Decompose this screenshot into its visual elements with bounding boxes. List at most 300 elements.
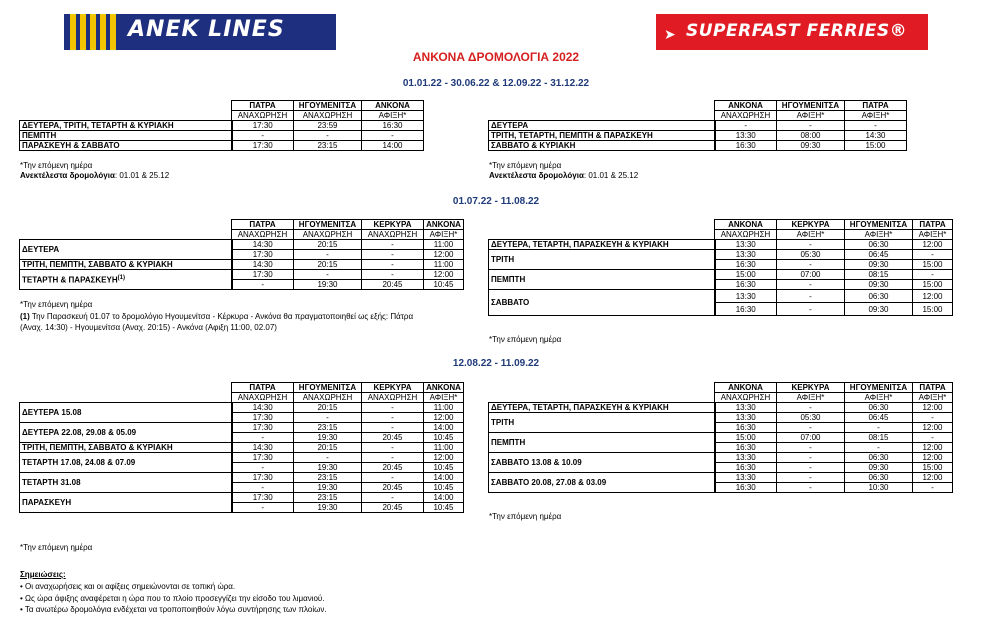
timetable-ancona-patra-period1 [488, 100, 907, 151]
time-cell: - [362, 240, 424, 250]
time-cell: 23:15 [294, 141, 362, 151]
table-row [20, 473, 464, 483]
time-cell: - [777, 121, 845, 131]
time-cell: 16:30 [715, 423, 777, 433]
time-cell: 17:30 [232, 413, 294, 423]
direction-header: ΑΝΑΧΩΡΗΣΗ [232, 230, 294, 240]
subheader-row [489, 111, 907, 121]
table-row [489, 413, 953, 423]
time-cell: 12:00 [913, 290, 953, 303]
port-header: ΑΝΚΟΝΑ [362, 101, 424, 111]
time-cell: - [777, 240, 845, 250]
empty-header-cell [489, 230, 715, 240]
port-header: ΑΝΚΟΝΑ [715, 383, 777, 393]
time-cell: 15:00 [913, 463, 953, 473]
time-cell: 12:00 [913, 423, 953, 433]
time-cell: 23:15 [294, 423, 362, 433]
table-row [489, 121, 907, 131]
period-3-heading: 12.08.22 - 11.09.22 [452, 358, 540, 369]
time-cell: 14:00 [424, 493, 464, 503]
timetable-ancona-patra-period2 [488, 219, 953, 316]
header-row [489, 101, 907, 111]
time-cell: 14:30 [232, 443, 294, 453]
direction-header: ΑΦΙΞΗ* [777, 393, 845, 403]
empty-header-cell [489, 101, 715, 111]
time-cell: 11:00 [424, 240, 464, 250]
table-row [20, 260, 464, 270]
time-cell: - [845, 121, 907, 131]
day-cell [20, 121, 232, 131]
empty-header-cell [20, 111, 232, 121]
empty-header-cell [489, 111, 715, 121]
direction-header: ΑΝΑΧΩΡΗΣΗ [294, 230, 362, 240]
time-cell: 15:00 [913, 303, 953, 316]
time-cell: 10:45 [424, 483, 464, 493]
time-cell: 13:30 [715, 131, 777, 141]
time-cell: 14:00 [362, 141, 424, 151]
time-cell: 23:15 [294, 473, 362, 483]
day-cell [489, 121, 715, 131]
time-cell: - [362, 453, 424, 463]
day-label: ΤΡΙΤΗ, ΤΕΤΑΡΤΗ, ΠΕΜΠΤΗ & ΠΑΡΑΣΚΕΥΗ [491, 131, 653, 140]
footnote-line-1 [20, 312, 413, 322]
table-row [20, 453, 464, 463]
unexecuted-value: : 01.01 & 25.12 [583, 171, 639, 180]
time-cell: 16:30 [715, 463, 777, 473]
anek-logo-text: ANEK LINES [128, 17, 285, 42]
time-cell: 14:30 [232, 260, 294, 270]
time-cell: 12:00 [913, 453, 953, 463]
time-cell: 14:30 [232, 240, 294, 250]
day-cell [20, 403, 232, 423]
port-header: ΚΕΡΚΥΡΑ [777, 220, 845, 230]
day-cell [20, 473, 232, 493]
day-label: ΠΕΜΠΤΗ [22, 131, 57, 140]
port-header: ΑΝΚΟΝΑ [424, 220, 464, 230]
direction-header: ΑΦΙΞΗ* [424, 393, 464, 403]
time-cell: 15:00 [913, 280, 953, 290]
direction-header: ΑΝΑΧΩΡΗΣΗ [715, 230, 777, 240]
direction-header: ΑΦΙΞΗ* [777, 111, 845, 121]
time-cell: 06:30 [845, 290, 913, 303]
time-cell: 10:45 [424, 503, 464, 513]
time-cell: 15:00 [715, 270, 777, 280]
time-cell: 20:45 [362, 503, 424, 513]
time-cell: - [362, 473, 424, 483]
time-cell: 19:30 [294, 503, 362, 513]
time-cell: 10:45 [424, 433, 464, 443]
time-cell: - [294, 250, 362, 260]
time-cell: 12:00 [424, 413, 464, 423]
port-header: ΗΓΟΥΜΕΝΙΤΣΑ [294, 220, 362, 230]
time-cell: 08:15 [845, 433, 913, 443]
day-cell [20, 493, 232, 513]
time-cell: 19:30 [294, 433, 362, 443]
port-header: ΗΓΟΥΜΕΝΙΤΣΑ [845, 383, 913, 393]
time-cell: - [362, 443, 424, 453]
port-header: ΗΓΟΥΜΕΝΙΤΣΑ [777, 101, 845, 111]
direction-header: ΑΦΙΞΗ* [777, 230, 845, 240]
time-cell: 15:00 [913, 260, 953, 270]
table-row [489, 473, 953, 483]
table-row [489, 290, 953, 303]
empty-header-cell [489, 393, 715, 403]
time-cell: 17:30 [232, 423, 294, 433]
time-cell: - [913, 413, 953, 423]
time-cell: - [232, 433, 294, 443]
table-row [489, 403, 953, 413]
time-cell: 06:30 [845, 453, 913, 463]
time-cell: 06:30 [845, 240, 913, 250]
time-cell: 13:30 [715, 413, 777, 423]
time-cell: 20:45 [362, 463, 424, 473]
time-cell: - [362, 250, 424, 260]
time-cell: - [362, 131, 424, 141]
day-cell [20, 240, 232, 260]
next-day-note: *Την επόμενη ημέρα [489, 512, 562, 521]
direction-header: ΑΦΙΞΗ* [913, 393, 953, 403]
day-label: ΔΕΥΤΕΡΑ [22, 245, 60, 254]
period-1-heading: 01.01.22 - 30.06.22 & 12.09.22 - 31.12.22 [402, 78, 590, 89]
table-row [489, 433, 953, 443]
time-cell: 17:30 [232, 270, 294, 280]
day-label: ΤΕΤΑΡΤΗ 17.08, 24.08 & 07.09 [22, 458, 136, 467]
direction-header: ΑΝΑΧΩΡΗΣΗ [232, 393, 294, 403]
time-cell: 19:30 [294, 483, 362, 493]
direction-header: ΑΦΙΞΗ* [845, 111, 907, 121]
time-cell: 14:00 [424, 423, 464, 433]
port-header: ΚΕΡΚΥΡΑ [362, 383, 424, 393]
subheader-row [20, 230, 464, 240]
day-cell [20, 260, 232, 270]
subheader-row [20, 393, 464, 403]
time-cell: - [845, 423, 913, 433]
time-cell: 17:30 [232, 121, 294, 131]
time-cell: - [232, 131, 294, 141]
time-cell: 12:00 [424, 250, 464, 260]
header-row [20, 220, 464, 230]
time-cell: 07:00 [777, 270, 845, 280]
time-cell: - [913, 483, 953, 493]
time-cell: - [777, 453, 845, 463]
time-cell: 12:00 [913, 443, 953, 453]
time-cell: 06:30 [845, 473, 913, 483]
time-cell: 06:45 [845, 413, 913, 423]
day-label: ΔΕΥΤΕΡΑ [491, 121, 529, 130]
anek-lines-logo [64, 14, 336, 50]
next-day-note: *Την επόμενη ημέρα [20, 543, 93, 552]
port-header: ΑΝΚΟΝΑ [715, 220, 777, 230]
time-cell: 17:30 [232, 473, 294, 483]
table-row [489, 250, 953, 260]
time-cell: 20:15 [294, 403, 362, 413]
table-row [489, 453, 953, 463]
time-cell: 12:00 [424, 270, 464, 280]
time-cell: 09:30 [845, 280, 913, 290]
unexecuted-note [489, 171, 638, 181]
time-cell: 10:45 [424, 280, 464, 290]
time-cell: 20:15 [294, 240, 362, 250]
time-cell: - [362, 260, 424, 270]
subheader-row [20, 111, 424, 121]
time-cell: - [232, 463, 294, 473]
table-row [20, 240, 464, 250]
table-row [20, 493, 464, 503]
time-cell: 09:30 [845, 303, 913, 316]
direction-header: ΑΝΑΧΩΡΗΣΗ [715, 111, 777, 121]
table-row [20, 141, 424, 151]
time-cell: 16:30 [715, 260, 777, 270]
time-cell: 20:45 [362, 483, 424, 493]
period-2-heading: 01.07.22 - 11.08.22 [452, 196, 540, 207]
time-cell: 12:00 [913, 240, 953, 250]
port-header: ΚΕΡΚΥΡΑ [777, 383, 845, 393]
next-day-note: *Την επόμενη ημέρα [489, 161, 562, 170]
port-header: ΑΝΚΟΝΑ [424, 383, 464, 393]
time-cell: - [913, 433, 953, 443]
day-label: ΣΑΒΒΑΤΟ 20.08, 27.08 & 03.09 [491, 478, 607, 487]
time-cell: 20:15 [294, 260, 362, 270]
time-cell: 07:00 [777, 433, 845, 443]
time-cell: 05:30 [777, 413, 845, 423]
table-row [20, 403, 464, 413]
direction-header: ΑΦΙΞΗ* [424, 230, 464, 240]
day-cell [489, 453, 715, 473]
empty-header-cell [20, 101, 232, 111]
time-cell: 12:00 [424, 453, 464, 463]
time-cell: 15:00 [845, 141, 907, 151]
direction-header: ΑΝΑΧΩΡΗΣΗ [362, 230, 424, 240]
time-cell: 13:30 [715, 240, 777, 250]
day-label: ΤΕΤΑΡΤΗ 31.08 [22, 478, 81, 487]
time-cell: 16:30 [715, 483, 777, 493]
port-header: ΗΓΟΥΜΕΝΙΤΣΑ [845, 220, 913, 230]
unexecuted-note [20, 171, 169, 181]
time-cell: - [777, 483, 845, 493]
table-row [20, 443, 464, 453]
time-cell: 13:30 [715, 473, 777, 483]
subheader-row [489, 230, 953, 240]
time-cell: - [294, 413, 362, 423]
time-cell: 16:30 [715, 303, 777, 316]
day-cell [20, 131, 232, 141]
day-cell [489, 403, 715, 413]
time-cell: 17:30 [232, 453, 294, 463]
next-day-note: *Την επόμενη ημέρα [20, 161, 93, 170]
time-cell: 10:30 [845, 483, 913, 493]
unexecuted-value: : 01.01 & 25.12 [114, 171, 170, 180]
next-day-note: *Την επόμενη ημέρα [489, 335, 562, 344]
time-cell: - [232, 280, 294, 290]
direction-header: ΑΝΑΧΩΡΗΣΗ [362, 393, 424, 403]
time-cell: - [777, 443, 845, 453]
time-cell: - [777, 403, 845, 413]
direction-header: ΑΦΙΞΗ* [913, 230, 953, 240]
remark-item: • Ως ώρα άφιξης αναφέρεται η ώρα που το πλοίο προσεγγίζει την είσοδο του λιμανιού. [20, 594, 325, 603]
time-cell: - [777, 290, 845, 303]
day-label: ΣΑΒΒΑΤΟ [491, 298, 530, 307]
port-header: ΠΑΤΡΑ [913, 220, 953, 230]
direction-header: ΑΦΙΞΗ* [845, 393, 913, 403]
time-cell: - [362, 270, 424, 280]
time-cell: 06:30 [845, 403, 913, 413]
time-cell: - [845, 443, 913, 453]
time-cell: 16:30 [362, 121, 424, 131]
time-cell: 19:30 [294, 280, 362, 290]
time-cell: 06:45 [845, 250, 913, 260]
day-label: ΔΕΥΤΕΡΑ 22.08, 29.08 & 05.09 [22, 428, 137, 437]
direction-header: ΑΝΑΧΩΡΗΣΗ [232, 111, 294, 121]
timetable-patra-ancona-period2 [19, 219, 464, 290]
port-header: ΠΑΤΡΑ [232, 101, 294, 111]
time-cell: - [777, 303, 845, 316]
time-cell: 14:30 [232, 403, 294, 413]
header-row [489, 220, 953, 230]
time-cell: 17:30 [232, 493, 294, 503]
subheader-row [489, 393, 953, 403]
time-cell: - [913, 270, 953, 280]
day-cell [489, 413, 715, 433]
day-cell [20, 270, 232, 290]
unexecuted-label: Ανεκτέλεστα δρομολόγια [20, 171, 115, 180]
time-cell: 16:30 [715, 141, 777, 151]
day-label: ΔΕΥΤΕΡΑ, ΤΕΤΑΡΤΗ, ΠΑΡΑΣΚΕΥΗ & ΚΥΡΙΑΚΗ [491, 403, 669, 412]
time-cell: - [913, 250, 953, 260]
day-cell [489, 250, 715, 270]
port-header: ΗΓΟΥΜΕΝΙΤΣΑ [294, 101, 362, 111]
port-header: ΠΑΤΡΑ [232, 220, 294, 230]
day-label: ΔΕΥΤΕΡΑ 15.08 [22, 408, 82, 417]
time-cell: - [362, 403, 424, 413]
day-label: ΤΡΙΤΗ [491, 255, 515, 264]
day-cell [489, 141, 715, 151]
time-cell: 13:30 [715, 290, 777, 303]
day-label: ΣΑΒΒΑΤΟ 13.08 & 10.09 [491, 458, 582, 467]
table-row [20, 131, 424, 141]
time-cell: 17:30 [232, 141, 294, 151]
table-row [20, 270, 464, 280]
time-cell: - [715, 121, 777, 131]
port-header: ΠΑΤΡΑ [913, 383, 953, 393]
day-label: ΔΕΥΤΕΡΑ, ΤΡΙΤΗ, ΤΕΤΑΡΤΗ & ΚΥΡΙΑΚΗ [22, 121, 174, 130]
empty-header-cell [20, 220, 232, 230]
day-cell [489, 433, 715, 453]
time-cell: 16:30 [715, 443, 777, 453]
table-row [20, 423, 464, 433]
time-cell: - [777, 473, 845, 483]
port-header: ΠΑΤΡΑ [232, 383, 294, 393]
timetable-patra-ancona-period3 [19, 382, 464, 513]
time-cell: 13:30 [715, 453, 777, 463]
page-title: ΑΝΚΟΝΑ ΔΡΟΜΟΛΟΓΙΑ 2022 [412, 50, 580, 64]
direction-header: ΑΦΙΞΗ* [362, 111, 424, 121]
time-cell: 20:15 [294, 443, 362, 453]
empty-header-cell [489, 220, 715, 230]
unexecuted-label: Ανεκτέλεστα δρομολόγια [489, 171, 584, 180]
time-cell: 05:30 [777, 250, 845, 260]
table-row [20, 121, 424, 131]
time-cell: - [777, 260, 845, 270]
port-header: ΑΝΚΟΝΑ [715, 101, 777, 111]
time-cell: - [362, 413, 424, 423]
direction-header: ΑΝΑΧΩΡΗΣΗ [294, 111, 362, 121]
day-cell [489, 290, 715, 316]
table-row [489, 270, 953, 280]
port-header: ΠΑΤΡΑ [845, 101, 907, 111]
day-cell [20, 443, 232, 453]
port-header: ΚΕΡΚΥΡΑ [362, 220, 424, 230]
remarks-title: Σημειώσεις: [20, 570, 66, 579]
time-cell: 09:30 [777, 141, 845, 151]
time-cell: 17:30 [232, 250, 294, 260]
time-cell: 09:30 [845, 463, 913, 473]
time-cell: 20:45 [362, 433, 424, 443]
day-cell [489, 473, 715, 493]
day-label: ΠΕΜΠΤΗ [491, 438, 526, 447]
day-label: ΠΑΡΑΣΚΕΥΗ & ΣΑΒΒΑΤΟ [22, 141, 120, 150]
day-cell [20, 423, 232, 443]
time-cell: 11:00 [424, 260, 464, 270]
day-label: ΠΕΜΠΤΗ [491, 275, 526, 284]
footnote-text-1: Την Παρασκευή 01.07 το δρομολόγιο Ηγουμενίτσα - Κέρκυρα - Ανκόνα θα πραγματοποιηθεί ως εξής: Πάτρα [29, 312, 414, 321]
day-cell [20, 453, 232, 473]
remark-item: • Τα ανωτέρω δρομολόγια ενδέχεται να τροποποιηθούν λόγω συντήρησης των πλοίων. [20, 605, 327, 614]
ferry-mark-icon: ➤ [664, 26, 676, 42]
time-cell: 14:30 [845, 131, 907, 141]
day-label: ΔΕΥΤΕΡΑ, ΤΕΤΑΡΤΗ, ΠΑΡΑΣΚΕΥΗ & ΚΥΡΙΑΚΗ [491, 240, 669, 249]
empty-header-cell [20, 383, 232, 393]
time-cell: - [294, 131, 362, 141]
direction-header: ΑΝΑΧΩΡΗΣΗ [715, 393, 777, 403]
time-cell: - [777, 280, 845, 290]
empty-header-cell [489, 383, 715, 393]
time-cell: - [294, 453, 362, 463]
day-cell [489, 131, 715, 141]
time-cell: - [362, 423, 424, 433]
time-cell: 13:30 [715, 250, 777, 260]
time-cell: 23:59 [294, 121, 362, 131]
timetable-ancona-patra-period3 [488, 382, 953, 493]
empty-header-cell [20, 230, 232, 240]
time-cell: 12:00 [913, 473, 953, 483]
next-day-note: *Την επόμενη ημέρα [20, 300, 93, 309]
day-label: ΤΡΙΤΗ, ΠΕΜΠΤΗ, ΣΑΒΒΑΤΟ & ΚΥΡΙΑΚΗ [22, 260, 173, 269]
time-cell: - [294, 270, 362, 280]
time-cell: 09:30 [845, 260, 913, 270]
time-cell: 16:30 [715, 280, 777, 290]
time-cell: 15:00 [715, 433, 777, 443]
header-row [20, 383, 464, 393]
time-cell: 08:15 [845, 270, 913, 280]
table-row [489, 240, 953, 250]
direction-header: ΑΝΑΧΩΡΗΣΗ [294, 393, 362, 403]
time-cell: - [777, 423, 845, 433]
table-row [489, 141, 907, 151]
time-cell: 13:30 [715, 403, 777, 413]
remark-item: • Οι αναχωρήσεις και οι αφίξεις σημειώνονται σε τοπική ώρα. [20, 582, 236, 591]
footnote-line-2: (Αναχ. 14:30) - Ηγουμενίτσα (Αναχ. 20:15) - Ανκόνα (Αφιξη 11:00, 02.07) [20, 323, 277, 332]
time-cell: 19:30 [294, 463, 362, 473]
day-label: ΣΑΒΒΑΤΟ & ΚΥΡΙΑΚΗ [491, 141, 576, 150]
superfast-logo-text: SUPERFAST FERRIES® [686, 21, 908, 41]
timetable-patra-ancona-period1 [19, 100, 424, 151]
time-cell: - [777, 463, 845, 473]
day-cell [20, 141, 232, 151]
time-cell: 14:00 [424, 473, 464, 483]
time-cell: 11:00 [424, 403, 464, 413]
day-label: ΤΕΤΑΡΤΗ & ΠΑΡΑΣΚΕΥΗ [22, 275, 118, 285]
table-row [489, 131, 907, 141]
